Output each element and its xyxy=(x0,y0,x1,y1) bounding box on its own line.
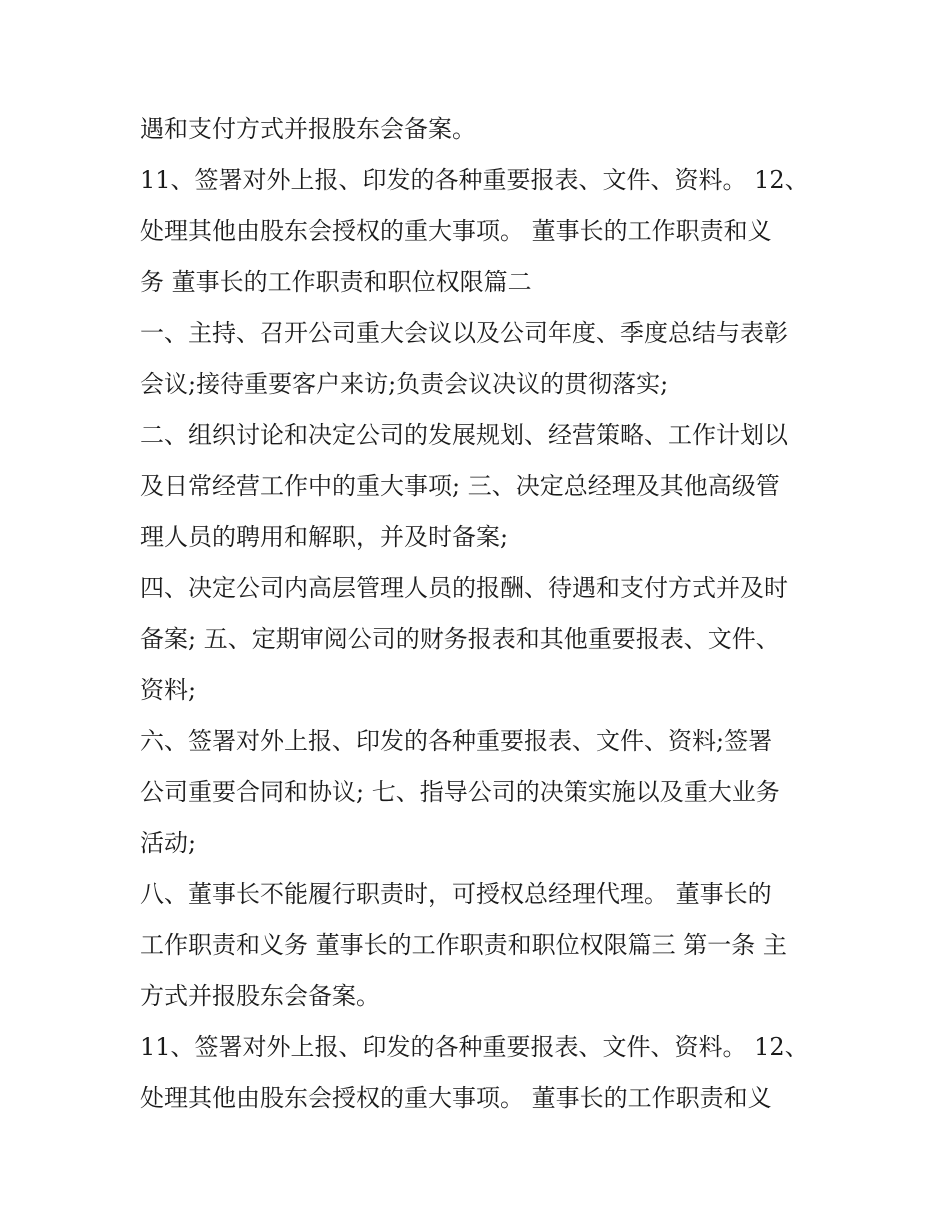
text-line: 二、组织讨论和决定公司的发展规划、经营策略、工作计划以 xyxy=(140,421,788,449)
text-line: 及日常经营工作中的重大事项; 三、决定总经理及其他高级管 xyxy=(140,472,780,500)
text-line: 工作职责和义务 董事长的工作职责和职位权限篇三 第一条 主 xyxy=(140,931,787,959)
text-line: 六、签署对外上报、印发的各种重要报表、文件、资料;签署 xyxy=(140,727,773,755)
text-line: 资料; xyxy=(140,676,197,704)
text-line: 活动; xyxy=(140,829,197,857)
text-line: 处理其他由股东会授权的重大事项。 董事长的工作职责和义 xyxy=(140,217,772,245)
text-line: 理人员的聘用和解职，并及时备案; xyxy=(140,523,509,551)
text-line: 四、决定公司内高层管理人员的报酬、待遇和支付方式并及时 xyxy=(140,574,788,602)
text-line: 11、签署对外上报、印发的各种重要报表、文件、资料。 12、 xyxy=(140,166,809,194)
text-line: 方式并报股东会备案。 xyxy=(140,982,380,1010)
text-line: 一、主持、召开公司重大会议以及公司年度、季度总结与表彰 xyxy=(140,319,788,347)
text-line: 11、签署对外上报、印发的各种重要报表、文件、资料。 12、 xyxy=(140,1033,809,1061)
text-line: 遇和支付方式并报股东会备案。 xyxy=(140,115,476,143)
document-body xyxy=(140,104,830,1124)
text-line: 处理其他由股东会授权的重大事项。 董事长的工作职责和义 xyxy=(140,1084,772,1112)
text-line: 八、董事长不能履行职责时，可授权总经理代理。 董事长的 xyxy=(140,880,772,908)
text-line: 备案; 五、定期审阅公司的财务报表和其他重要报表、文件、 xyxy=(140,625,780,653)
text-line: 公司重要合同和协议; 七、指导公司的决策实施以及重大业务 xyxy=(140,778,780,806)
text-line: 会议;接待重要客户来访;负责会议决议的贯彻落实; xyxy=(140,370,669,398)
text-line: 务 董事长的工作职责和职位权限篇二 xyxy=(140,268,532,296)
